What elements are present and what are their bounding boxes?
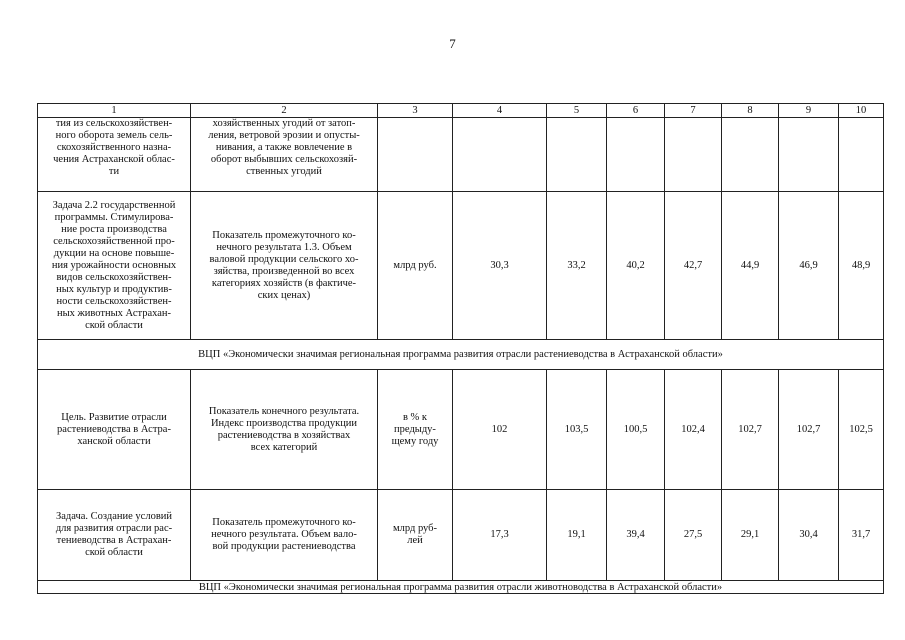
value-cell: 27,5	[665, 490, 722, 581]
value-cell: 42,7	[665, 192, 722, 340]
column-header: 10	[839, 104, 884, 118]
value-cell: 39,4	[607, 490, 665, 581]
value-cell: 40,2	[607, 192, 665, 340]
value-cell: 102,7	[722, 370, 779, 490]
table-row	[38, 370, 884, 490]
goal-cell: тия из сельскохозяйствен- ного оборота земель сель- скохозяйственного назна- чения Астраханской облас- ти	[38, 118, 191, 192]
indicator-cell: Показатель промежуточного ко- нечного результата 1.3. Объем валовой продукции сельского хо- зяйства, произведенной во всех категориях хозяйств (в фактиче- ских ценах)	[191, 192, 378, 340]
table-row	[38, 118, 884, 192]
indicator-cell: хозяйственных угодий от затоп- ления, ветровой эрозии и опусты- нивания, а также вовлечение в оборот выбывших сельскохозяй- ственных угодий	[191, 118, 378, 192]
value-cell	[547, 118, 607, 192]
unit-cell: млрд руб.	[378, 192, 453, 340]
value-cell: 31,7	[839, 490, 884, 581]
value-cell: 30,4	[779, 490, 839, 581]
value-cell: 19,1	[547, 490, 607, 581]
value-cell	[779, 118, 839, 192]
value-cell: 102,5	[839, 370, 884, 490]
section-row	[38, 340, 884, 370]
value-cell: 102,4	[665, 370, 722, 490]
value-cell: 103,5	[547, 370, 607, 490]
section-title: ВЦП «Экономически значимая региональная программа развития отрасли растениеводства в Астраханской области»	[38, 340, 884, 370]
value-cell: 29,1	[722, 490, 779, 581]
unit-cell	[378, 118, 453, 192]
indicator-cell: Показатель конечного результата. Индекс производства продукции растениеводства в хозяйствах всех категорий	[191, 370, 378, 490]
column-header: 7	[665, 104, 722, 118]
value-cell: 30,3	[453, 192, 547, 340]
column-header: 6	[607, 104, 665, 118]
indicators-table	[37, 103, 884, 594]
section-title: ВЦП «Экономически значимая региональная программа развития отрасли животноводства в Астраханской области»	[38, 581, 884, 594]
unit-cell: в % к предыду- щему году	[378, 370, 453, 490]
indicator-cell: Показатель промежуточного ко- нечного результата. Объем вало- вой продукции растениеводства	[191, 490, 378, 581]
table-row	[38, 192, 884, 340]
value-cell: 33,2	[547, 192, 607, 340]
value-cell: 17,3	[453, 490, 547, 581]
value-cell	[453, 118, 547, 192]
value-cell	[722, 118, 779, 192]
section-row	[38, 581, 884, 594]
value-cell: 102	[453, 370, 547, 490]
column-header: 2	[191, 104, 378, 118]
page-number: 7	[449, 36, 456, 51]
value-cell	[607, 118, 665, 192]
column-header: 9	[779, 104, 839, 118]
column-header: 5	[547, 104, 607, 118]
goal-cell: Задача. Создание условий для развития отрасли рас- тениеводства в Астрахан- ской области	[38, 490, 191, 581]
value-cell: 44,9	[722, 192, 779, 340]
column-number-row	[38, 104, 884, 118]
value-cell: 100,5	[607, 370, 665, 490]
column-header: 1	[38, 104, 191, 118]
unit-cell: млрд руб- лей	[378, 490, 453, 581]
goal-cell: Цель. Развитие отрасли растениеводства в Астра- ханской области	[38, 370, 191, 490]
value-cell: 46,9	[779, 192, 839, 340]
goal-cell: Задача 2.2 государственной программы. Стимулирова- ние роста производства сельскохозяйственной про- дукции на основе повыше- ния урожайности основных видов сельскохозяйствен- ных культур и продуктив- ности сельскохозяйствен- ных животных Астрахан- ской области	[38, 192, 191, 340]
column-header: 3	[378, 104, 453, 118]
value-cell: 102,7	[779, 370, 839, 490]
table-row	[38, 490, 884, 581]
column-header: 4	[453, 104, 547, 118]
value-cell	[839, 118, 884, 192]
value-cell	[665, 118, 722, 192]
value-cell: 48,9	[839, 192, 884, 340]
column-header: 8	[722, 104, 779, 118]
